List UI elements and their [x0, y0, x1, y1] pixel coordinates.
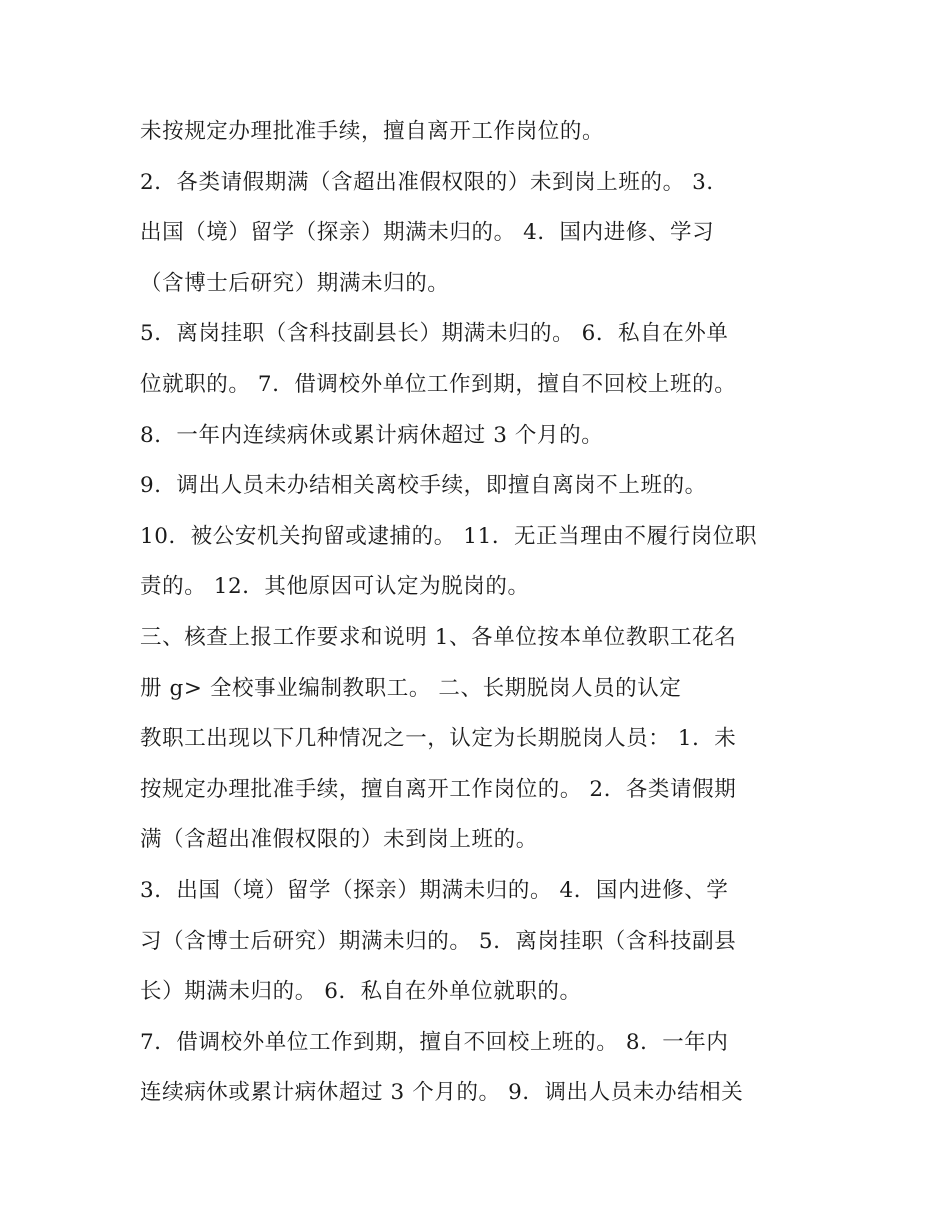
text-line: 2．各类请假期满（含超出准假权限的）未到岗上班的。 3．	[140, 169, 729, 195]
text-line: 册 g> 全校事业编制教职工。 二、长期脱岗人员的认定	[140, 675, 682, 701]
text-line: 按规定办理批准手续，擅自离开工作岗位的。 2．各类请假期	[140, 776, 737, 802]
text-line: 三、核查上报工作要求和说明 1、各单位按本单位教职工花名	[140, 624, 737, 650]
text-line: 10．被公安机关拘留或逮捕的。 11．无正当理由不履行岗位职	[140, 523, 758, 549]
text-line: 位就职的。 7．借调校外单位工作到期，擅自不回校上班的。	[140, 371, 737, 397]
text-line: 3．出国（境）留学（探亲）期满未归的。 4．国内进修、学	[140, 877, 729, 903]
text-line: 8．一年内连续病休或累计病休超过 3 个月的。	[140, 422, 604, 448]
text-line: 长）期满未归的。 6．私自在外单位就职的。	[140, 979, 582, 1005]
text-line: 9．调出人员未办结相关离校手续，即擅自离岗不上班的。	[140, 473, 707, 499]
text-line: 未按规定办理批准手续，擅自离开工作岗位的。	[140, 119, 605, 144]
text-line: 满（含超出准假权限的）未到岗上班的。	[140, 827, 538, 853]
text-line: 7．借调校外单位工作到期，擅自不回校上班的。 8．一年内	[140, 1029, 729, 1055]
text-line: 习（含博士后研究）期满未归的。 5．离岗挂职（含科技副县	[140, 928, 737, 954]
text-line: 出国（境）留学（探亲）期满未归的。 4．国内进修、学习	[140, 220, 715, 246]
text-line: 教职工出现以下几种情况之一，认定为长期脱岗人员： 1．未	[140, 726, 737, 752]
text-line: 责的。 12．其他原因可认定为脱岗的。	[140, 574, 530, 600]
text-line: 连续病休或累计病休超过 3 个月的。 9．调出人员未办结相关	[140, 1080, 744, 1106]
document-body	[140, 107, 820, 1119]
text-line: 5．离岗挂职（含科技副县长）期满未归的。 6．私自在外单	[140, 321, 729, 347]
text-line: （含博士后研究）期满未归的。	[140, 270, 450, 296]
